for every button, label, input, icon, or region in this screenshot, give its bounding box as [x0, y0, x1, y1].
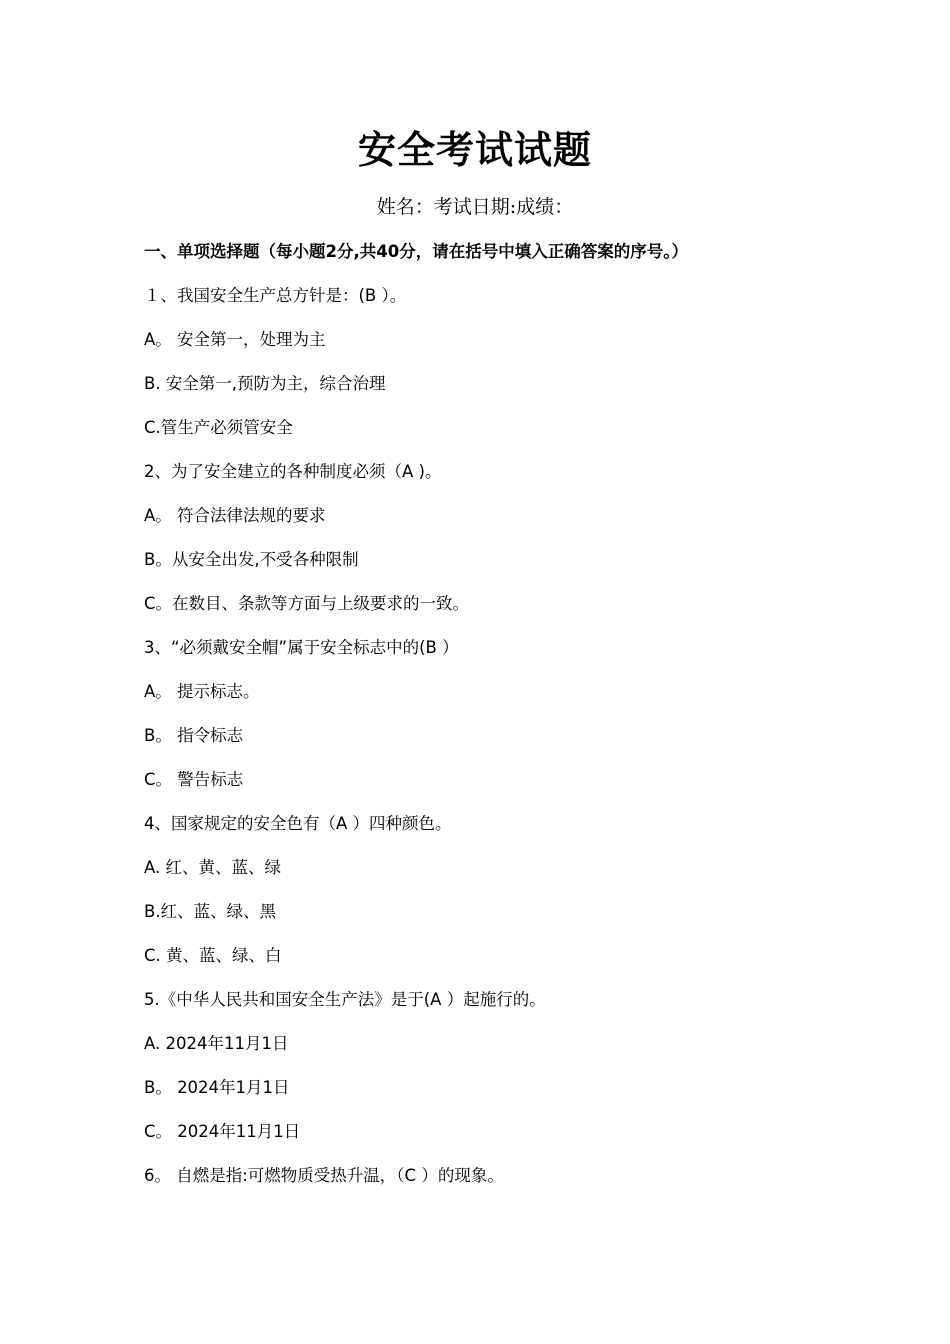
- question-1-option-b: B. 安全第一,预防为主，综合治理: [144, 374, 386, 393]
- question-4: 4、国家规定的安全色有（A ）四种颜色。: [144, 814, 452, 833]
- question-3-option-b: B。 指令标志: [144, 726, 244, 745]
- question-6: 6。 自燃是指:可燃物质受热升温，（C ）的现象。: [144, 1166, 504, 1185]
- question-5-option-b: B。 2024年1月1日: [144, 1078, 290, 1097]
- exam-info-line: 姓名：考试日期:成绩：: [376, 196, 574, 218]
- page-title: 安全考试试题: [357, 127, 592, 172]
- question-3: 3、“必须戴安全帽”属于安全标志中的(B ）: [144, 638, 459, 657]
- question-4-option-b: B.红、蓝、绿、黑: [144, 902, 277, 921]
- question-3-option-a: A。 提示标志。: [144, 682, 260, 701]
- question-1-option-c: C.管生产必须管安全: [144, 418, 293, 437]
- question-5-option-a: A. 2024年11月1日: [144, 1034, 289, 1053]
- question-2-option-c: C。在数目、条款等方面与上级要求的一致。: [144, 594, 470, 613]
- question-1-option-a: A。 安全第一，处理为主: [144, 330, 326, 349]
- section-heading: 一、单项选择题（每小题2分,共40分，请在括号中填入正确答案的序号。）: [144, 242, 688, 261]
- question-1: １、我国安全生产总方针是：(B ）。: [144, 286, 407, 305]
- question-2-option-a: A。 符合法律法规的要求: [144, 506, 326, 525]
- question-5-option-c: C。 2024年11月1日: [144, 1122, 301, 1141]
- question-5: 5.《中华人民共和国安全生产法》是于(A ）起施行的。: [144, 990, 546, 1009]
- question-2: 2、为了安全建立的各种制度必须（A )。: [144, 462, 442, 481]
- question-3-option-c: C。 警告标志: [144, 770, 244, 789]
- question-2-option-b: B。从安全出发,不受各种限制: [144, 550, 359, 569]
- question-4-option-c: C. 黄、蓝、绿、白: [144, 946, 282, 965]
- question-4-option-a: A. 红、黄、蓝、绿: [144, 858, 281, 877]
